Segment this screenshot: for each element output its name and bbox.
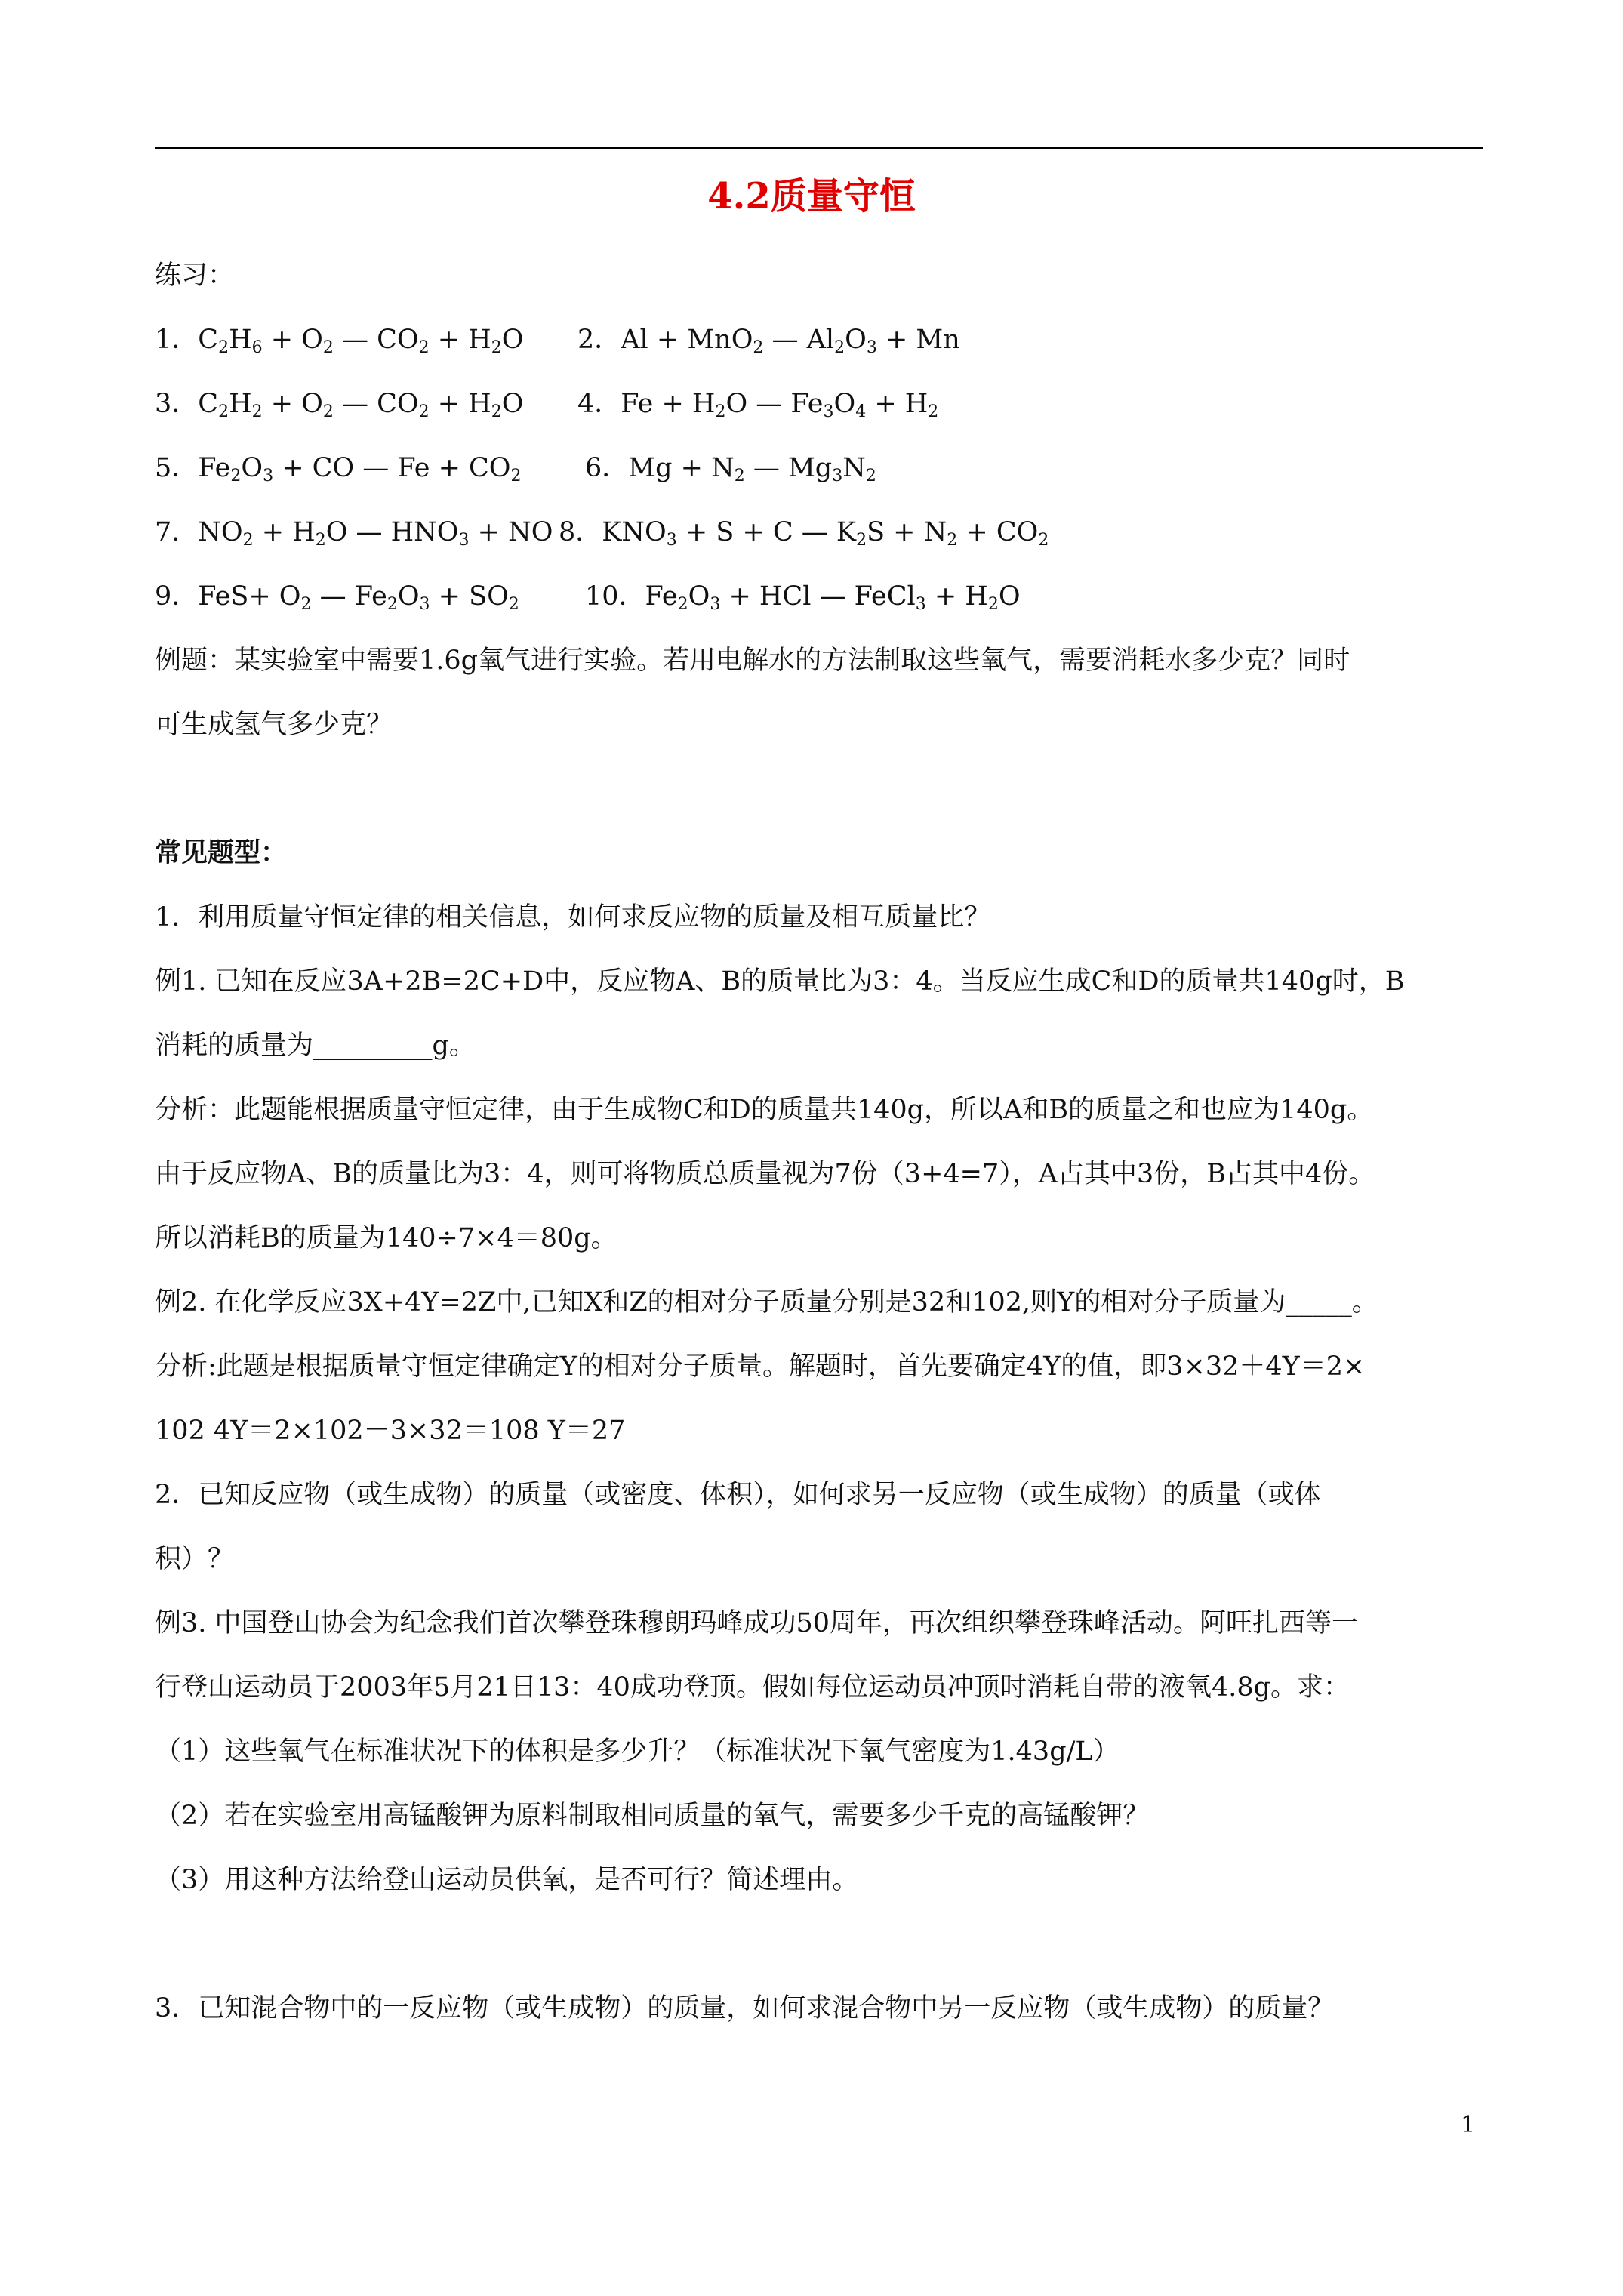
body-line: 所以消耗B的质量为140÷7×4＝80g。	[155, 1223, 617, 1253]
body-line: 由于反应物A、B的质量比为3：4，则可将物质总质量视为7份（3+4=7），A占其中3份，B占其中4份。	[155, 1159, 1375, 1189]
body-line: 分析：此题能根据质量守恒定律，由于生成物C和D的质量共140g，所以A和B的质量之和也应为140g。	[155, 1095, 1374, 1125]
body-line: （2）若在实验室用高锰酸钾为原料制取相同质量的氧气，需要多少千克的高锰酸钾？	[155, 1801, 1150, 1831]
body-line: 1．利用质量守恒定律的相关信息，如何求反应物的质量及相互质量比？	[155, 902, 991, 932]
body-line: 例1. 已知在反应3A+2B=2C+D中，反应物A、B的质量比为3：4。当反应生成C和D的质量共140g时，B	[155, 966, 1405, 997]
page-title: 4.2质量守恒	[707, 175, 916, 217]
page-number: 1	[1461, 2112, 1476, 2138]
equation-9: 9．$FeS+ O_2$ — $Fe_2O_3 + SO_2$	[155, 581, 519, 614]
equation-10: 10．$Fe_2O_3$ + HCl — FeCl$_3$ + $H_2O$	[585, 581, 1021, 614]
equation-1: 1．$C_2H_6 + O_2$ — $CO_2 + H_2O$	[155, 325, 524, 357]
equation-5: 5．$Fe_2O_3$ + CO — $Fe + CO_2$	[155, 453, 522, 485]
body-line: 分析:此题是根据质量守恒定律确定Y的相对分子质量。解题时，首先要确定4Y的值，即3×32＋4Y＝2×	[155, 1351, 1366, 1382]
equation-6: 6．$Mg + N_2$ — $Mg_3N_2$	[585, 453, 876, 485]
equation-8: 8．$KNO_3 + S + C$ — $K_2S + N_2 + CO_2$	[559, 517, 1049, 550]
body-line: 消耗的质量为_________g。	[155, 1031, 476, 1061]
common-types-label: 常见题型：	[155, 837, 288, 868]
header-rule	[155, 147, 1483, 149]
body-line: 例3. 中国登山协会为纪念我们首次攀登珠穆朗玛峰成功50周年，再次组织攀登珠峰活动。阿旺扎西等一	[155, 1608, 1359, 1638]
body-line: 积）？	[155, 1544, 235, 1574]
example-line-2: 可生成氢气多少克？	[155, 710, 393, 740]
body-line: 3．已知混合物中的一反应物（或生成物）的质量，如何求混合物中另一反应物（或生成物）的质量？	[155, 1993, 1335, 2023]
equation-3: 3．$C_2H_2 + O_2$ — $CO_2 + H_2O$	[155, 389, 524, 421]
example-line-1: 例题：某实验室中需要1.6g氧气进行实验。若用电解水的方法制取这些氧气，需要消耗水多少克？同时	[155, 646, 1350, 676]
body-line: （1）这些氧气在标准状况下的体积是多少升？（标准状况下氧气密度为1.43g/L）	[155, 1737, 1119, 1767]
body-line: 例2. 在化学反应3X+4Y=2Z中,已知X和Z的相对分子质量分别是32和102,则Y的相对分子质量为_____。	[155, 1287, 1378, 1318]
body-line: 2．已知反应物（或生成物）的质量（或密度、体积），如何求另一反应物（或生成物）的质量（或体	[155, 1480, 1321, 1510]
exercise-label: 练习：	[155, 260, 235, 291]
equation-2: 2．Al + MnO$_2$ — $Al_2O_3 + Mn$	[577, 325, 960, 357]
body-line: （3）用这种方法给登山运动员供氧，是否可行？简述理由。	[155, 1865, 859, 1895]
equation-7: 7．$NO_2 + H_2O$ — $HNO_3$ + NO	[155, 517, 553, 550]
body-line: 102 4Y＝2×102－3×32＝108 Y＝27	[155, 1416, 626, 1446]
equation-4: 4．$Fe + H_2O$ — $Fe_3O_4 + H_2$	[577, 389, 939, 421]
body-line: 行登山运动员于2003年5月21日13：40成功登顶。假如每位运动员冲顶时消耗自带的液氧4.8g。求：	[155, 1672, 1350, 1703]
